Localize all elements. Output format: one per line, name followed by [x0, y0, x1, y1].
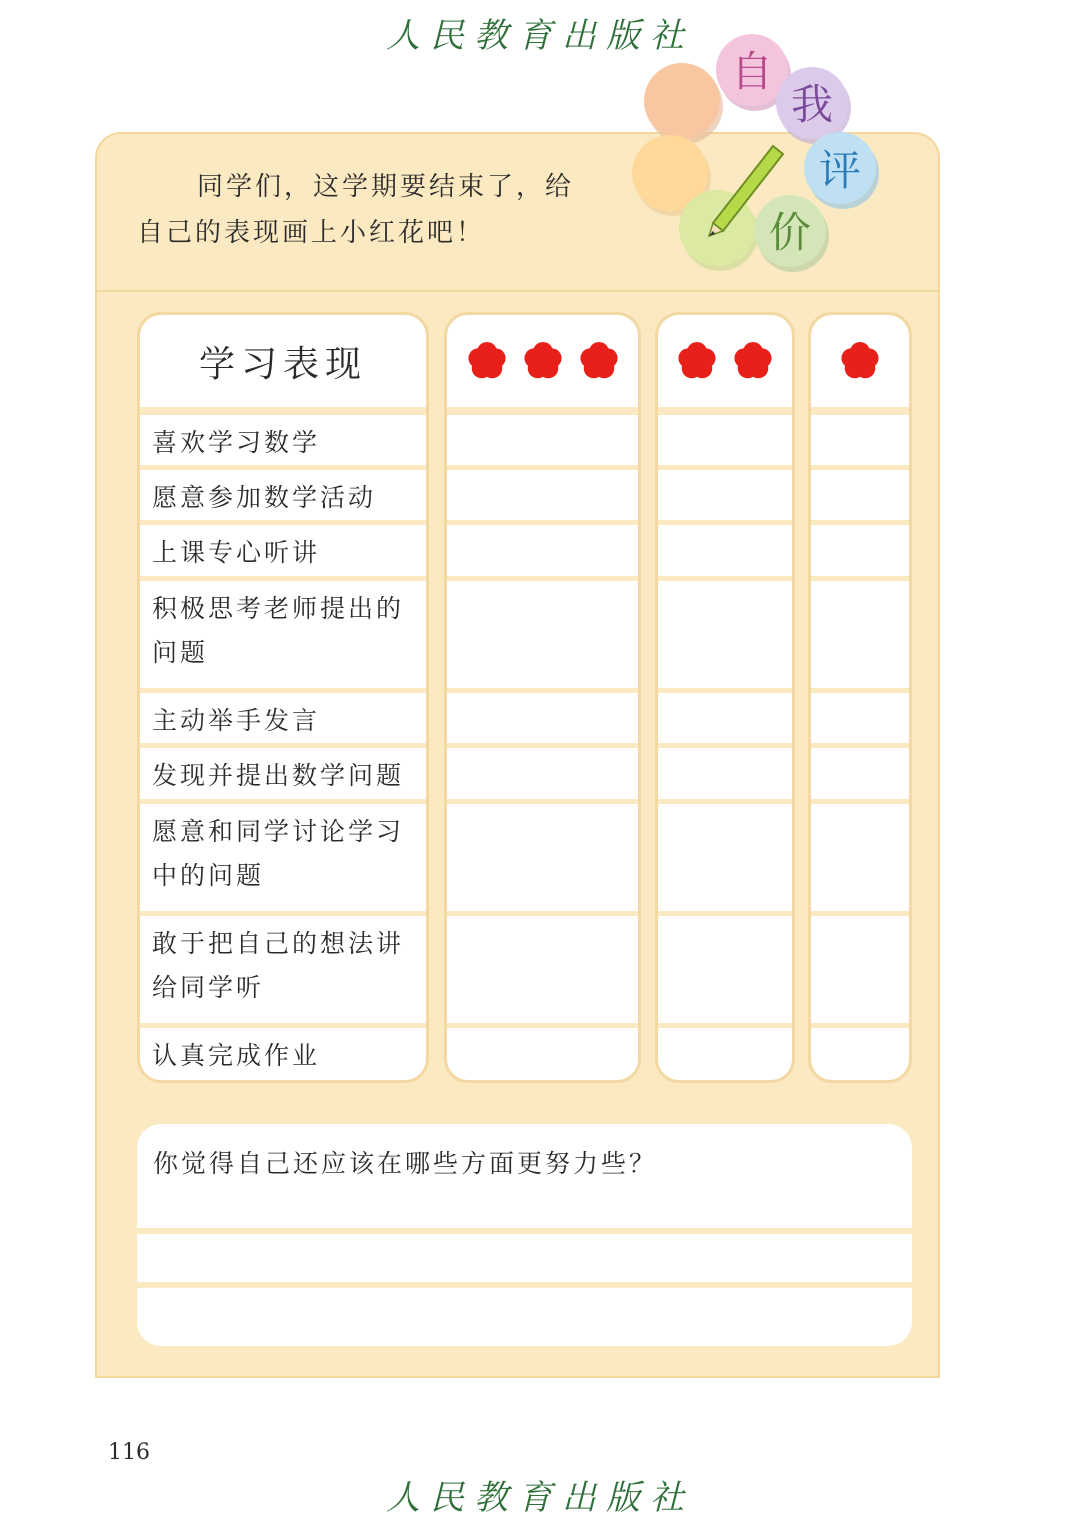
one-flower-header	[811, 315, 909, 415]
page-number: 116	[108, 1440, 150, 1465]
badge-char-1: 自	[730, 47, 774, 96]
table-row-label	[140, 415, 426, 470]
table-row-label	[140, 525, 426, 581]
rating-cell[interactable]	[447, 415, 638, 470]
three-flower-column	[444, 312, 641, 1083]
rating-cell[interactable]	[811, 916, 909, 1028]
table-row-label	[140, 748, 426, 804]
rating-cell[interactable]	[811, 1028, 909, 1080]
rating-cell[interactable]	[658, 693, 792, 748]
publisher-watermark-bottom: 人民教育出版社	[386, 1478, 694, 1518]
red-flower-icon	[839, 340, 881, 382]
two-flower-column	[655, 312, 795, 1083]
self-evaluation-badge	[625, 28, 895, 288]
rating-cell[interactable]	[447, 470, 638, 525]
writing-line-2[interactable]	[137, 1288, 912, 1336]
three-flowers	[466, 340, 620, 382]
row-label-line: 发现并提出数学问题	[152, 761, 405, 790]
table-row-label	[140, 581, 426, 693]
table-header-cell	[140, 315, 426, 415]
publisher-watermark-top: 人民教育出版社	[386, 16, 694, 56]
rating-cell[interactable]	[658, 525, 792, 581]
rating-cell[interactable]	[658, 581, 792, 693]
red-flower-icon	[578, 340, 620, 382]
table-row-label	[140, 470, 426, 525]
rating-cell[interactable]	[811, 693, 909, 748]
row-label-line: 喜欢学习数学	[152, 428, 321, 457]
rating-cell[interactable]	[658, 415, 792, 470]
rating-cell[interactable]	[447, 693, 638, 748]
red-flower-icon	[732, 340, 774, 382]
rating-cell[interactable]	[658, 748, 792, 804]
rating-cell[interactable]	[658, 470, 792, 525]
rating-cell[interactable]	[447, 581, 638, 693]
table-header-title: 学习表现	[198, 343, 367, 385]
red-flower-icon	[466, 340, 508, 382]
table-row-label	[140, 804, 426, 916]
row-label-line: 中的问题	[152, 861, 265, 890]
rating-cell[interactable]	[811, 581, 909, 693]
rating-cell[interactable]	[811, 525, 909, 581]
one-flower	[839, 340, 881, 382]
two-flower-header	[658, 315, 792, 415]
row-label-line: 愿意参加数学活动	[152, 483, 377, 512]
table-row-label	[140, 693, 426, 748]
rating-cell[interactable]	[658, 804, 792, 916]
intro-line-1: 同学们，这学期要结束了，给	[197, 172, 575, 202]
rating-cell[interactable]	[447, 916, 638, 1028]
row-label-line: 主动举手发言	[152, 706, 321, 735]
row-label-line: 积极思考老师提出的	[152, 594, 405, 623]
rating-cell[interactable]	[658, 916, 792, 1028]
rating-cell[interactable]	[658, 1028, 792, 1080]
rating-cell[interactable]	[811, 804, 909, 916]
row-label-line: 问题	[152, 638, 209, 667]
badge-char-4: 价	[768, 208, 812, 257]
intro-line-2: 自己的表现画上小红花吧！	[137, 218, 486, 248]
row-label-line: 给同学听	[152, 973, 265, 1002]
label-column	[137, 312, 429, 1083]
rating-cell[interactable]	[811, 415, 909, 470]
rating-cell[interactable]	[811, 748, 909, 804]
row-label-line: 上课专心听讲	[152, 538, 321, 567]
intro-text	[137, 164, 657, 256]
rating-cell[interactable]	[447, 804, 638, 916]
row-label-line: 敢于把自己的想法讲	[152, 929, 405, 958]
table-row-label	[140, 1028, 426, 1080]
three-flower-header	[447, 315, 638, 415]
card-divider	[97, 290, 938, 292]
one-flower-column	[808, 312, 912, 1083]
two-flowers	[676, 340, 774, 382]
writing-line-1[interactable]	[137, 1234, 912, 1288]
red-flower-icon	[522, 340, 564, 382]
rating-cell[interactable]	[811, 470, 909, 525]
table-row-label	[140, 916, 426, 1028]
self-evaluation-card	[95, 132, 940, 1378]
rating-cell[interactable]	[447, 748, 638, 804]
rating-cell[interactable]	[447, 1028, 638, 1080]
row-label-line: 认真完成作业	[152, 1041, 321, 1070]
row-label-line: 愿意和同学讨论学习	[152, 817, 405, 846]
badge-char-3: 评	[818, 146, 862, 195]
rating-cell[interactable]	[447, 525, 638, 581]
red-flower-icon	[676, 340, 718, 382]
badge-char-2: 我	[790, 80, 834, 129]
reflection-question: 你觉得自己还应该在哪些方面更努力些？	[137, 1124, 912, 1234]
reflection-box	[137, 1124, 912, 1346]
